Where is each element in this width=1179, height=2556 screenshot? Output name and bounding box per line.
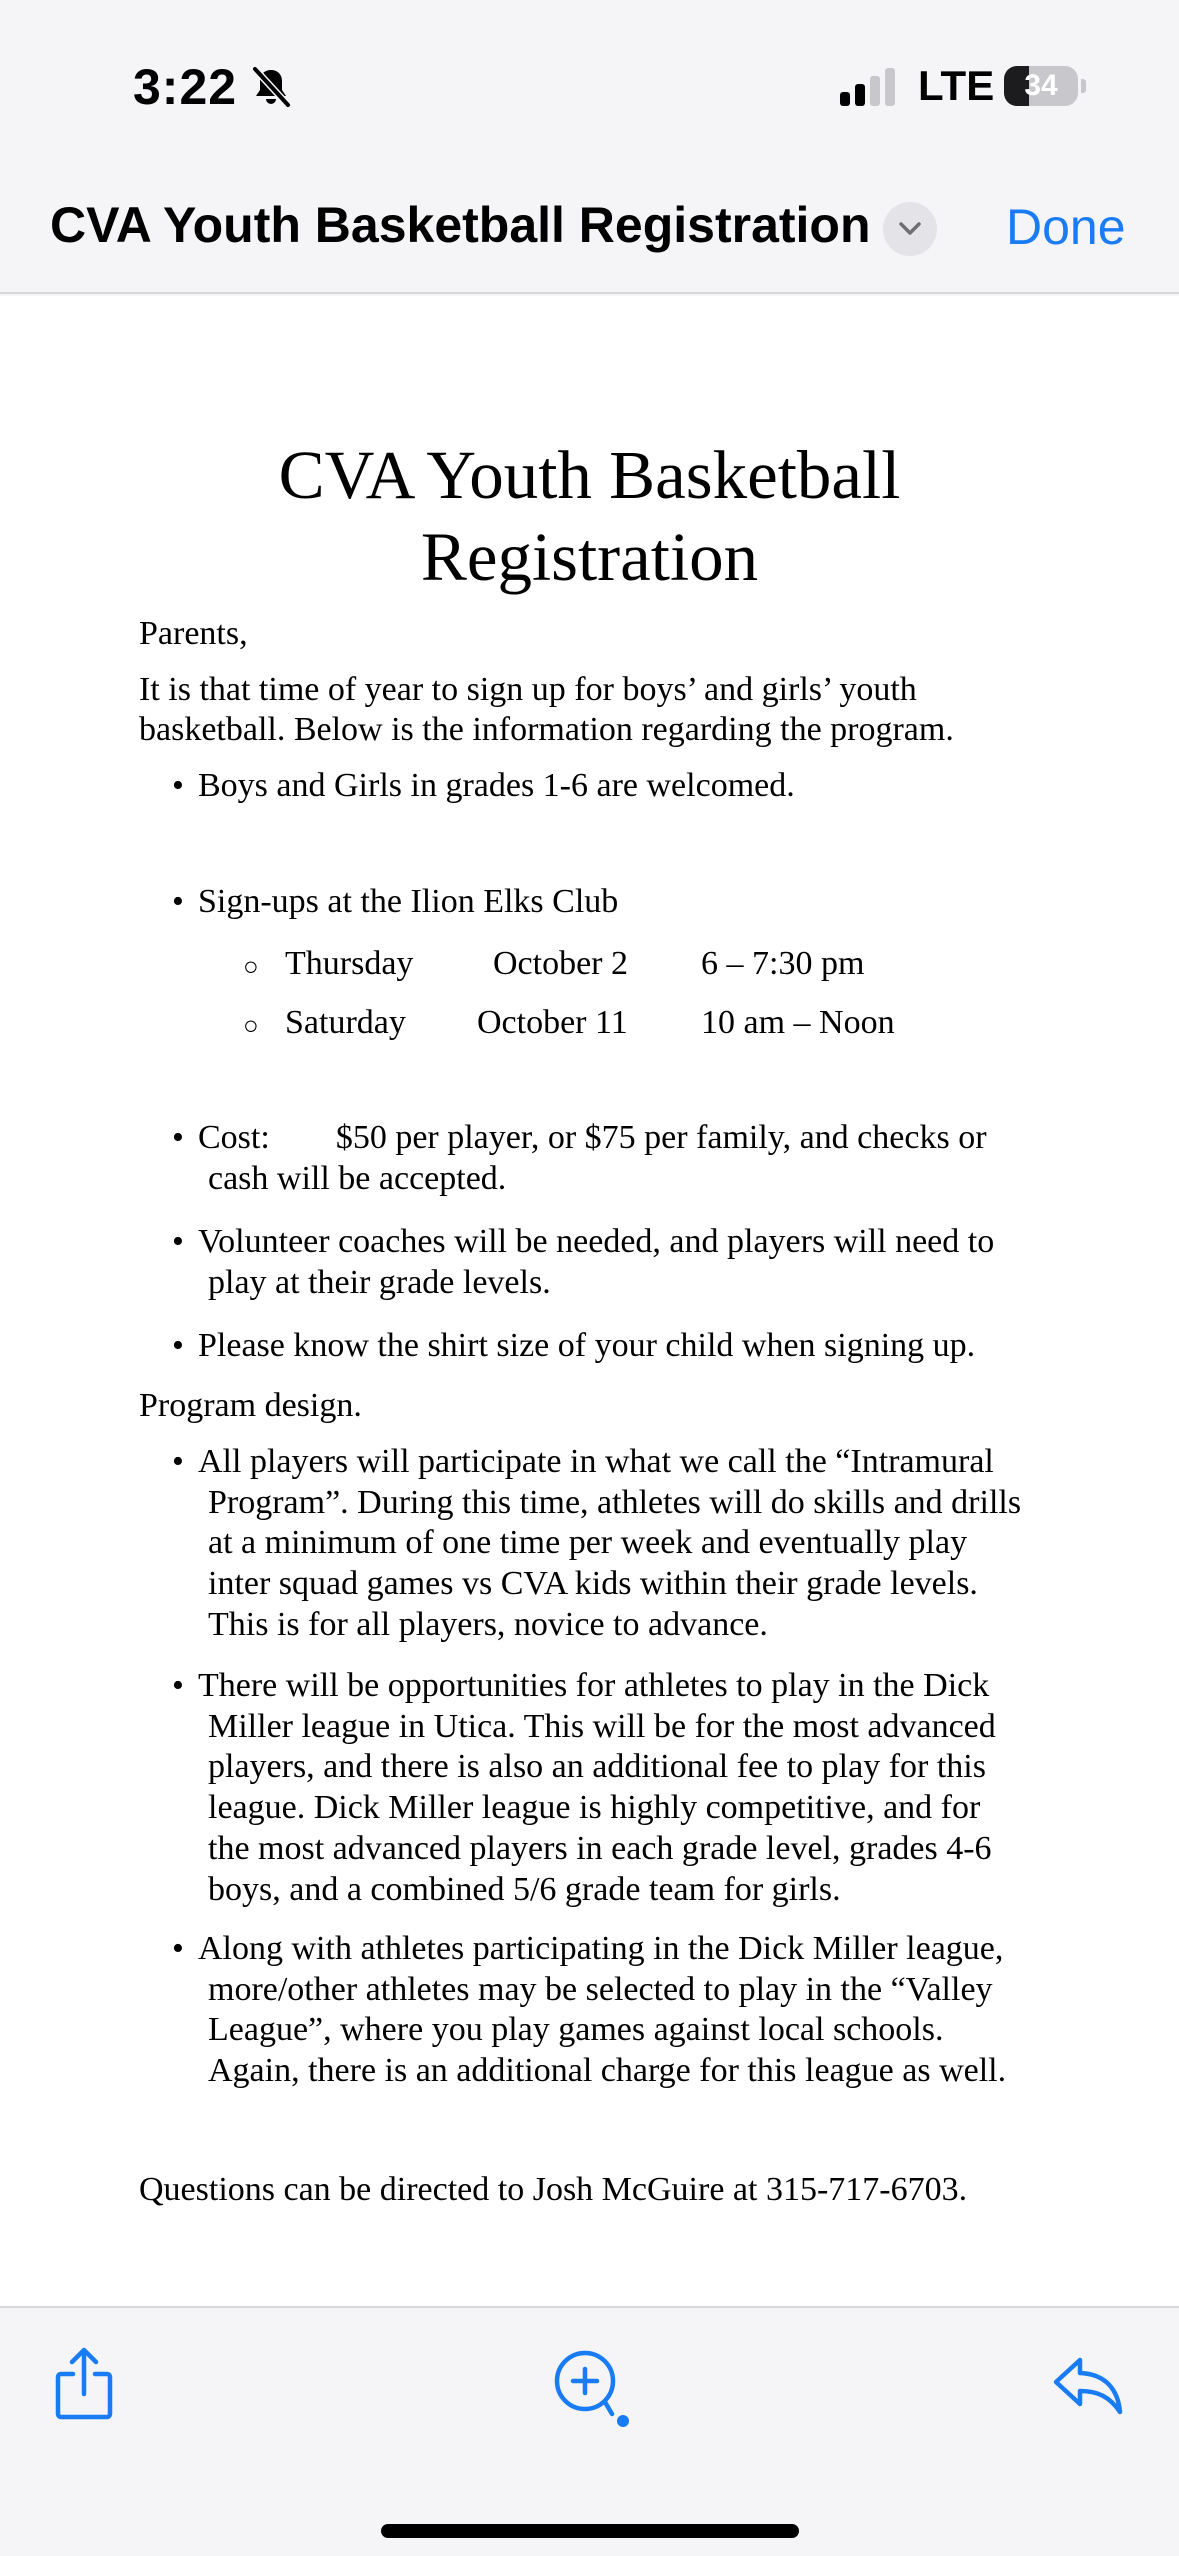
- bullet-dot: •: [172, 1443, 184, 1480]
- coaches-line-2: play at their grade levels.: [208, 1263, 551, 1301]
- dick-miller-line: players, and there is also an additional fee to play for this: [208, 1748, 986, 1786]
- done-button[interactable]: Done: [1006, 199, 1126, 255]
- status-bar: [0, 0, 1179, 150]
- bullet-dick-miller-text: [198, 1666, 996, 1910]
- nav-bar: [0, 150, 1179, 294]
- chevron-down-icon: [898, 220, 922, 238]
- bell-slash-icon: [248, 64, 294, 110]
- valley-line: League”, where you play games against local schools.: [208, 2011, 944, 2049]
- home-indicator[interactable]: [381, 2524, 799, 2538]
- dick-miller-line: Miller league in Utica. This will be for the most advanced: [208, 1707, 996, 1745]
- reply-icon[interactable]: [1052, 2354, 1124, 2416]
- bullet-shirt-text: Please know the shirt size of your child when signing up.: [198, 1327, 976, 1364]
- bullet-dot: •: [172, 1667, 184, 1704]
- document-title-line-1: CVA Youth Basketball: [278, 437, 901, 513]
- battery-icon: [1004, 66, 1086, 106]
- title-menu-button[interactable]: [883, 202, 937, 256]
- bullet-valley-text: [198, 1929, 1006, 2092]
- intro-line-2: basketball. Below is the information regarding the program.: [139, 711, 954, 748]
- signup-day: Saturday: [285, 1004, 406, 1041]
- bullet-coaches-text: [198, 1222, 994, 1303]
- bullet-dot: •: [172, 1327, 184, 1364]
- cost-line-1: $50 per player, or $75 per family, and checks or: [335, 1119, 987, 1156]
- dick-miller-line: the most advanced players in each grade level, grades 4-6: [208, 1829, 992, 1867]
- cost-label: Cost:: [198, 1119, 270, 1156]
- greeting: Parents,: [139, 615, 248, 652]
- markup-icon[interactable]: [552, 2348, 630, 2428]
- battery-level: 34: [1024, 69, 1058, 102]
- intramural-line: All players will participate in what we call the “Intramural: [198, 1443, 994, 1480]
- valley-line: Again, there is an additional charge for this league as well.: [208, 2052, 1007, 2090]
- bullet-grades-text: Boys and Girls in grades 1-6 are welcomed.: [198, 767, 795, 804]
- document-title-line-2: Registration: [420, 519, 759, 595]
- network-type: LTE: [918, 62, 995, 109]
- signup-day: Thursday: [285, 945, 414, 982]
- circle-bullet: ○: [243, 1011, 259, 1040]
- dick-miller-line: boys, and a combined 5/6 grade team for girls.: [208, 1870, 841, 1908]
- signup-time: 10 am – Noon: [701, 1004, 895, 1041]
- dick-miller-line: There will be opportunities for athletes to play in the Dick: [198, 1667, 990, 1704]
- signup-time: 6 – 7:30 pm: [701, 945, 865, 982]
- intro-line-1: It is that time of year to sign up for boys’ and girls’ youth: [139, 671, 917, 708]
- bullet-intramural-text: [198, 1442, 1021, 1646]
- bullet-dot: •: [172, 1223, 184, 1260]
- bullet-dot: •: [172, 1119, 184, 1156]
- dick-miller-line: league. Dick Miller league is highly competitive, and for: [208, 1789, 981, 1827]
- intramural-line: inter squad games vs CVA kids within their grade levels.: [208, 1565, 978, 1603]
- battery-body: [1004, 66, 1078, 106]
- signup-date: October 11: [477, 1004, 628, 1041]
- document-name[interactable]: CVA Youth Basketball Registration: [50, 197, 871, 253]
- share-icon[interactable]: [53, 2346, 115, 2422]
- status-time: 3:22: [133, 59, 238, 115]
- cost-line-2: cash will be accepted.: [208, 1159, 507, 1197]
- battery-cap: [1081, 79, 1086, 93]
- questions-contact: Questions can be directed to Josh McGuire at 315-717-6703.: [139, 2171, 968, 2208]
- intramural-line: This is for all players, novice to advance.: [208, 1605, 768, 1643]
- bullet-dot: •: [172, 1930, 184, 1967]
- intramural-line: at a minimum of one time per week and eventually play: [208, 1524, 968, 1562]
- bullet-dot: •: [172, 883, 184, 920]
- document-title: [0, 434, 1179, 598]
- bottom-toolbar: [0, 2306, 1179, 2556]
- intramural-line: Program”. During this time, athletes will do skills and drills: [208, 1483, 1022, 1521]
- cellular-signal-icon: [838, 68, 898, 108]
- document-page: [0, 296, 1179, 2306]
- coaches-line-1: Volunteer coaches will be needed, and players will need to: [198, 1223, 995, 1260]
- bullet-dot: •: [172, 767, 184, 804]
- bullet-signups-text: Sign-ups at the Ilion Elks Club: [198, 883, 619, 920]
- valley-line: Along with athletes participating in the Dick Miller league,: [198, 1930, 1004, 1967]
- signup-date: October 2: [493, 945, 629, 982]
- bullet-cost-text: [198, 1118, 987, 1199]
- program-heading: Program design.: [139, 1387, 362, 1424]
- circle-bullet: ○: [243, 952, 259, 981]
- valley-line: more/other athletes may be selected to play in the “Valley: [208, 1970, 993, 2008]
